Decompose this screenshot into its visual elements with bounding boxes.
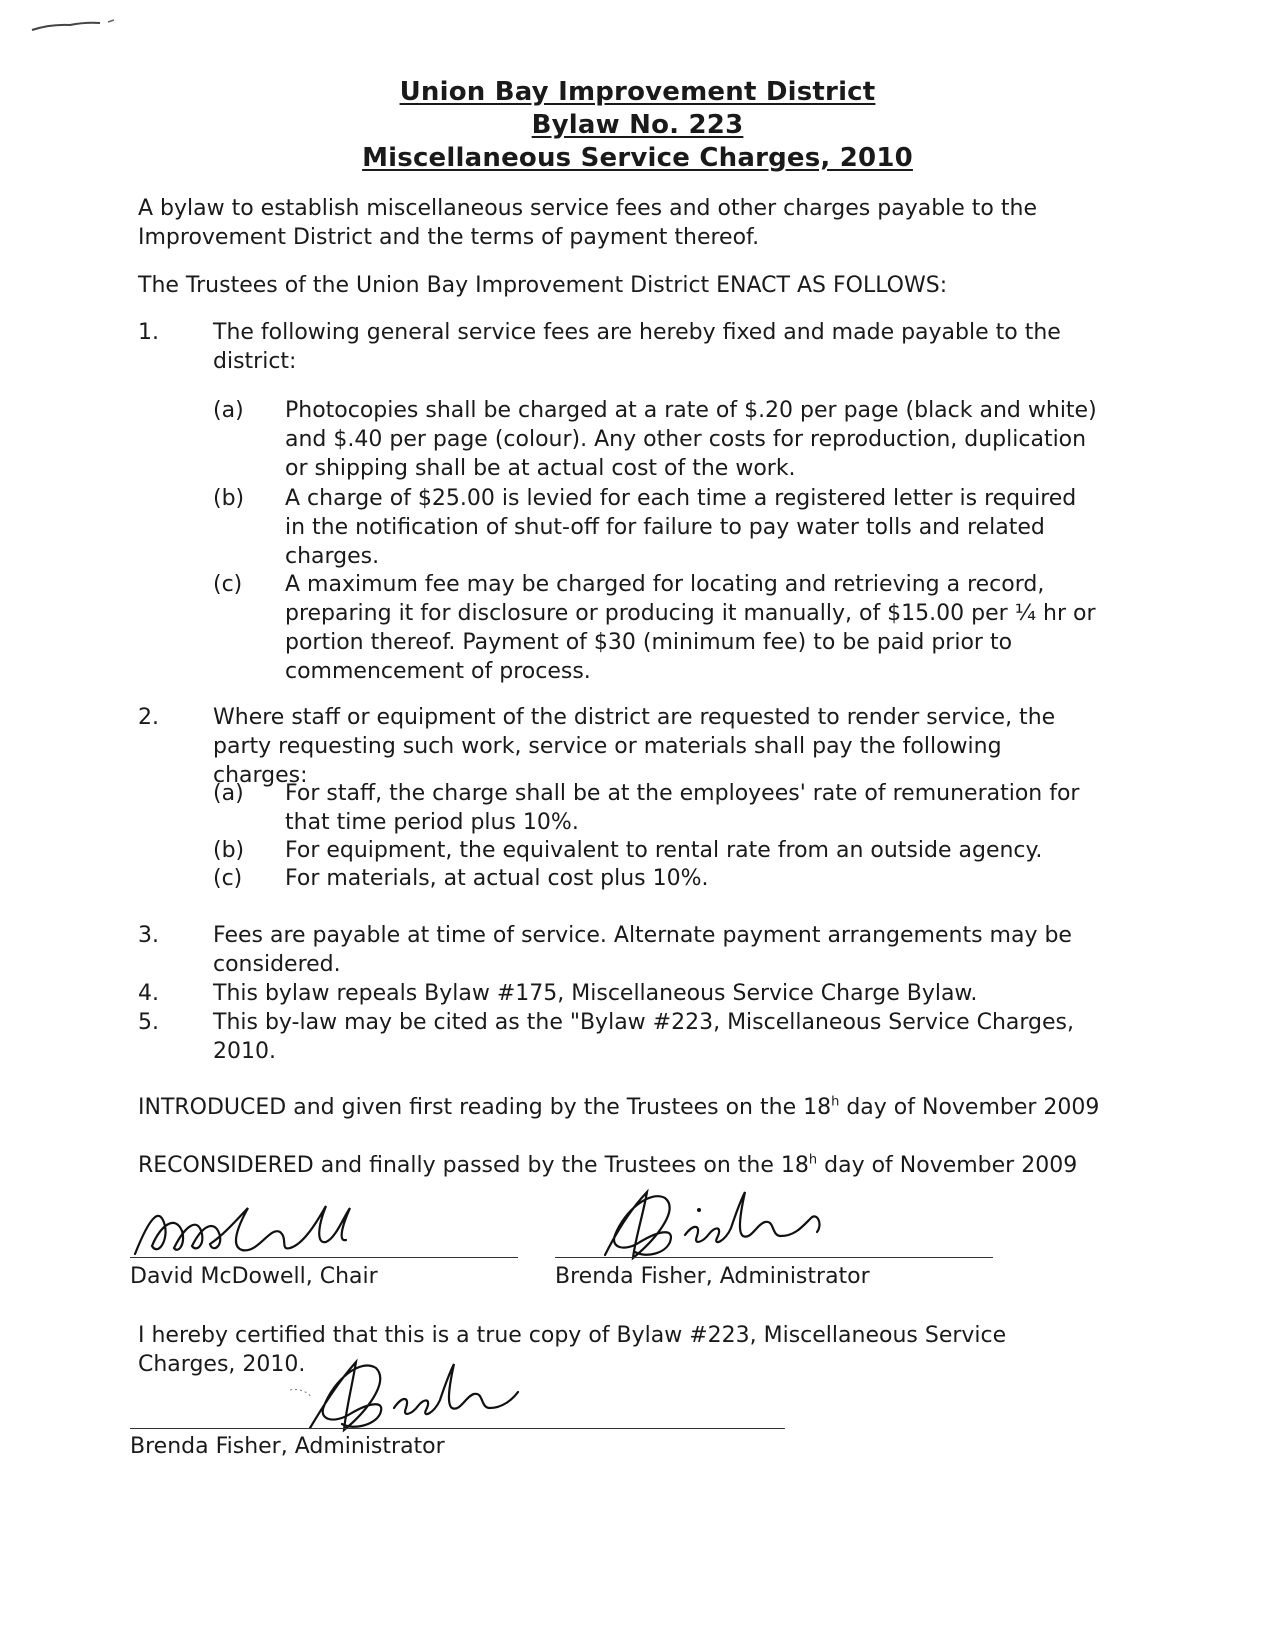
item-text: For materials, at actual cost plus 10%.	[285, 866, 709, 891]
final-reading-date: day of November 2009	[817, 1153, 1078, 1178]
section-number: 3.	[138, 923, 159, 948]
item-text: A charge of $25.00 is levied for each time a registered letter is required in the notification of shut-off for failure to pay water tolls and related charges.	[285, 486, 1077, 569]
certification-name: Brenda Fisher, Administrator	[130, 1434, 445, 1459]
section-text: Where staff or equipment of the district are requested to render service, the party requesting such work, service or materials shall pay the following charges:	[213, 705, 1056, 788]
section-number: 4.	[138, 981, 159, 1006]
first-reading-suffix: h	[831, 1094, 840, 1110]
scan-artifact	[30, 14, 120, 34]
section-text: The following general service fees are hereby fixed and made payable to the district:	[213, 320, 1061, 374]
item-label: (c)	[213, 572, 243, 597]
final-reading	[138, 1151, 1138, 1180]
bylaw-title: Miscellaneous Service Charges, 2010	[362, 143, 913, 173]
section-number: 2.	[138, 705, 159, 730]
final-reading-text: RECONSIDERED and finally passed by the Trustees on the 18	[138, 1153, 809, 1178]
chair-signature-line	[130, 1257, 518, 1258]
first-reading-date: day of November 2009	[839, 1095, 1100, 1120]
administrator-name: Brenda Fisher, Administrator	[555, 1264, 870, 1289]
certification-statement: I hereby certified that this is a true copy of Bylaw #223, Miscellaneous Service Charges, 2010.	[138, 1323, 1007, 1377]
chair-signature	[130, 1196, 360, 1266]
final-reading-suffix: h	[808, 1152, 818, 1168]
bylaw-number: Bylaw No. 223	[531, 110, 744, 140]
administrator-signature-line	[555, 1257, 993, 1258]
item-label: (a)	[213, 398, 244, 423]
item-label: (b)	[213, 838, 245, 863]
section-number: 1.	[138, 320, 159, 345]
enact-clause: The Trustees of the Union Bay Improvement District ENACT AS FOLLOWS:	[138, 273, 948, 298]
item-text: For staff, the charge shall be at the employees' rate of remuneration for that time period plus 10%.	[285, 781, 1080, 835]
section-number: 5.	[138, 1010, 159, 1035]
first-reading-text: INTRODUCED and given first reading by the Trustees on the 18	[138, 1095, 832, 1120]
section-text: Fees are payable at time of service. Alternate payment arrangements may be considered.	[213, 923, 1072, 977]
chair-name: David McDowell, Chair	[130, 1264, 378, 1289]
section-text: This bylaw repeals Bylaw #175, Miscellaneous Service Charge Bylaw.	[213, 981, 978, 1006]
item-text: For equipment, the equivalent to rental rate from an outside agency.	[285, 838, 1043, 863]
item-label: (b)	[213, 486, 245, 511]
item-label: (a)	[213, 781, 244, 806]
certification-signature	[290, 1350, 530, 1440]
section-text: This by-law may be cited as the "Bylaw #223, Miscellaneous Service Charges, 2010.	[213, 1010, 1074, 1064]
first-reading	[138, 1093, 1138, 1122]
item-text: A maximum fee may be charged for locating and retrieving a record, preparing it for disclosure or producing it manually, of $15.00 per ¼ hr or portion thereof. Payment of $30 (minimum fee) to be paid prior to commencement of process.	[285, 572, 1096, 684]
certification-signature-line	[130, 1428, 785, 1429]
item-text: Photocopies shall be charged at a rate of $.20 per page (black and white) and $.40 per page (colour). Any other costs for reproduction, duplication or shipping shall be at actual cost of the work.	[285, 398, 1097, 481]
document-header	[0, 76, 1275, 175]
item-label: (c)	[213, 866, 243, 891]
district-name: Union Bay Improvement District	[399, 77, 876, 107]
preamble: A bylaw to establish miscellaneous service fees and other charges payable to the Improvement District and the terms of payment thereof.	[138, 196, 1037, 250]
